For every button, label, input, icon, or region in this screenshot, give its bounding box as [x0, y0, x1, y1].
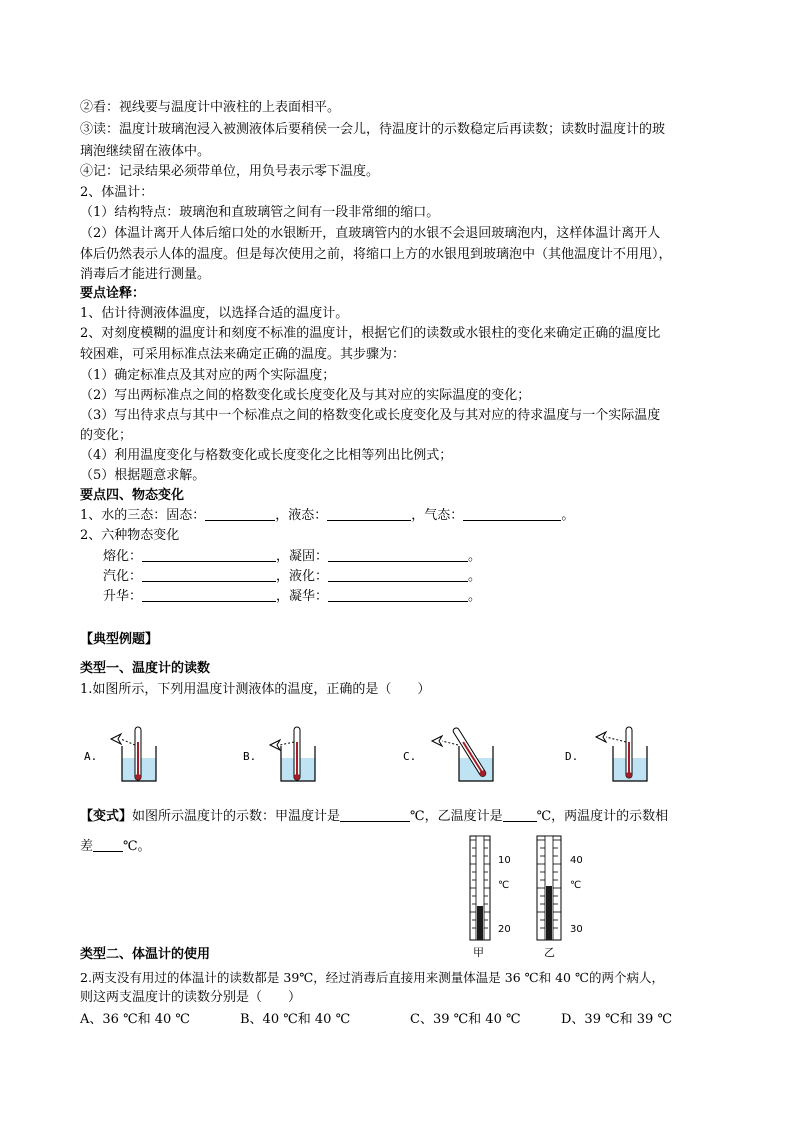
eye-icon: [432, 736, 442, 746]
label: ，液化：: [276, 569, 329, 584]
liquid-column: [477, 906, 483, 940]
thermometer-name: 甲: [473, 946, 484, 959]
variant-line: [80, 808, 668, 825]
variant-text: ℃，乙温度计是: [410, 809, 503, 824]
fill-blank[interactable]: [328, 588, 468, 602]
fill-blank[interactable]: [142, 588, 276, 602]
question-2-cont: 则这两支温度计的读数分别是（ ）: [80, 990, 302, 1005]
mercury-column: [137, 742, 139, 778]
option-b-label[interactable]: B.: [243, 750, 257, 763]
text-line: 2、对刻度模糊的温度计和刻度不标准的温度计，根据它们的读数或水银柱的变化来确定正确的温度比: [80, 326, 661, 341]
text-line: ③读：温度计玻璃泡浸入被测液体后要稍侯一会儿，待温度计的示数稳定后再读数；读数时温度计的玻: [80, 122, 666, 137]
text-line: （1）确定标准点及其对应的两个实际温度；: [80, 368, 336, 383]
fill-blank[interactable]: [463, 507, 561, 521]
thermometer-bulb: [294, 774, 300, 780]
scale-bottom: 30: [570, 924, 583, 935]
fill-blank[interactable]: [93, 838, 123, 852]
answer-a[interactable]: A、36 ℃和 40 ℃: [80, 1012, 190, 1027]
eye-icon: [270, 740, 280, 750]
text-line: ②看：视线要与温度计中液柱的上表面相平。: [80, 100, 341, 115]
change-row: [103, 548, 481, 565]
variant-text: 差: [80, 839, 94, 854]
figure-option-b: [264, 718, 354, 788]
text-line: 较困难，可采用标准点法来确定正确的温度。其步骤为：: [80, 347, 406, 362]
eye-icon: [596, 732, 606, 742]
fill-blank[interactable]: [142, 548, 276, 562]
mercury-column: [296, 742, 298, 778]
label: ，凝华：: [276, 589, 329, 604]
label: 熔化：: [103, 549, 143, 564]
sight-line: [606, 737, 626, 742]
sight-line: [121, 739, 135, 745]
period: 。: [561, 508, 575, 523]
text-line: ④记：记录结果必须带单位，用负号表示零下温度。: [80, 164, 380, 179]
text-line: （5）根据题意求解。: [80, 468, 206, 483]
text-line: （2）体温计离开人体后缩口处的水银断开，直玻璃管内的水银不会退回玻璃泡内，这样体温计离开人: [80, 226, 661, 241]
period: 。: [468, 549, 482, 564]
fill-blank[interactable]: [142, 568, 276, 582]
fill-blank[interactable]: [340, 808, 410, 822]
fill-blank[interactable]: [503, 808, 537, 822]
text-line: （1）结构特点：玻璃泡和直玻璃管之间有一段非常细的缩口。: [80, 205, 440, 220]
thermometer-jia: [462, 834, 522, 960]
variant-text: 如图所示温度计的示数：甲温度计是: [132, 809, 341, 824]
scale-bottom: 20: [498, 924, 511, 935]
label-solid: 1、水的三态：固态：: [80, 508, 206, 523]
text-line: 2、体温计：: [80, 185, 154, 200]
six-changes-title: 2、六种物态变化: [80, 528, 180, 543]
fill-blank[interactable]: [328, 548, 468, 562]
option-d-label[interactable]: D.: [565, 750, 579, 763]
label: 升华：: [103, 589, 143, 604]
thermometer-bulb: [135, 774, 141, 780]
text-line: （3）写出待求点与其中一个标准点之间的格数变化或长度变化及与其对应的待求温度与一个实际温度: [80, 408, 661, 423]
sight-line: [280, 742, 294, 745]
text-line: 体后仍然表示人体的温度。但是每次使用之前，将缩口上方的水银甩到玻璃泡中（其他温度计不用甩），: [80, 247, 672, 262]
text-line: 璃泡继续留在液体中。: [80, 144, 211, 159]
fill-blank[interactable]: [327, 507, 411, 521]
option-c-label[interactable]: C.: [403, 750, 417, 763]
change-row: [103, 568, 481, 585]
answer-c[interactable]: C、39 ℃和 40 ℃: [410, 1012, 521, 1027]
fill-blank[interactable]: [328, 568, 468, 582]
type-heading: 类型一、温度计的读数: [80, 661, 211, 676]
sight-line: [442, 741, 458, 745]
period: 。: [468, 569, 482, 584]
text-line: 1、估计待测液体温度，以选择合适的温度计。: [80, 306, 349, 321]
section-heading: 要点诠释：: [80, 286, 146, 301]
label-liquid: ，液态：: [275, 508, 328, 523]
text-line: 的变化；: [80, 428, 133, 443]
examples-heading: 【典型例题】: [80, 632, 159, 647]
text-line: （2）写出两标准点之间的格数变化或长度变化及与其对应的实际温度的变化；: [80, 388, 531, 403]
period: 。: [468, 589, 482, 604]
mercury-column: [628, 742, 630, 776]
variant-text: ℃，两温度计的示数相: [536, 809, 669, 824]
answer-d[interactable]: D、39 ℃和 39 ℃: [561, 1012, 672, 1027]
thermometer-yi: [533, 834, 593, 960]
question-2: 2.两支没有用过的体温计的读数都是 39℃，经过消毒后直接用来测量体温是 36 ℃和 40 ℃的两个病人，: [80, 970, 664, 985]
option-a-label[interactable]: A.: [84, 750, 98, 763]
water-states-line: [80, 507, 574, 524]
label-gas: ，气态：: [411, 508, 464, 523]
figure-option-c: [425, 718, 515, 788]
liquid-column: [546, 886, 552, 940]
text-line: （4）利用温度变化与格数变化或长度变化之比相等列出比例式；: [80, 448, 453, 463]
section-heading: 要点四、物态变化: [80, 488, 185, 503]
thermometer-bulb: [626, 772, 632, 778]
variant-label: 【变式】: [80, 809, 133, 824]
eye-icon: [111, 734, 121, 744]
label: 汽化：: [103, 569, 143, 584]
text-line: 消毒后才能进行测量。: [80, 267, 211, 282]
scale-top: 10: [498, 855, 511, 866]
thermometer-name: 乙: [544, 946, 555, 959]
type-heading: 类型二、体温计的使用: [80, 947, 211, 962]
change-row: [103, 588, 481, 605]
figure-option-a: [105, 718, 195, 788]
variant-text: ℃。: [123, 839, 151, 854]
figure-option-d: [586, 718, 676, 788]
label: ，凝固：: [276, 549, 329, 564]
scale-unit: ℃: [570, 880, 582, 891]
fill-blank[interactable]: [205, 507, 275, 521]
scale-unit: ℃: [498, 880, 510, 891]
question-1: 1.如图所示，下列用温度计测液体的温度，正确的是（ ）: [80, 682, 431, 697]
answer-b[interactable]: B、40 ℃和 40 ℃: [240, 1012, 351, 1027]
variant-line-2: [80, 838, 151, 855]
scale-top: 40: [570, 855, 583, 866]
